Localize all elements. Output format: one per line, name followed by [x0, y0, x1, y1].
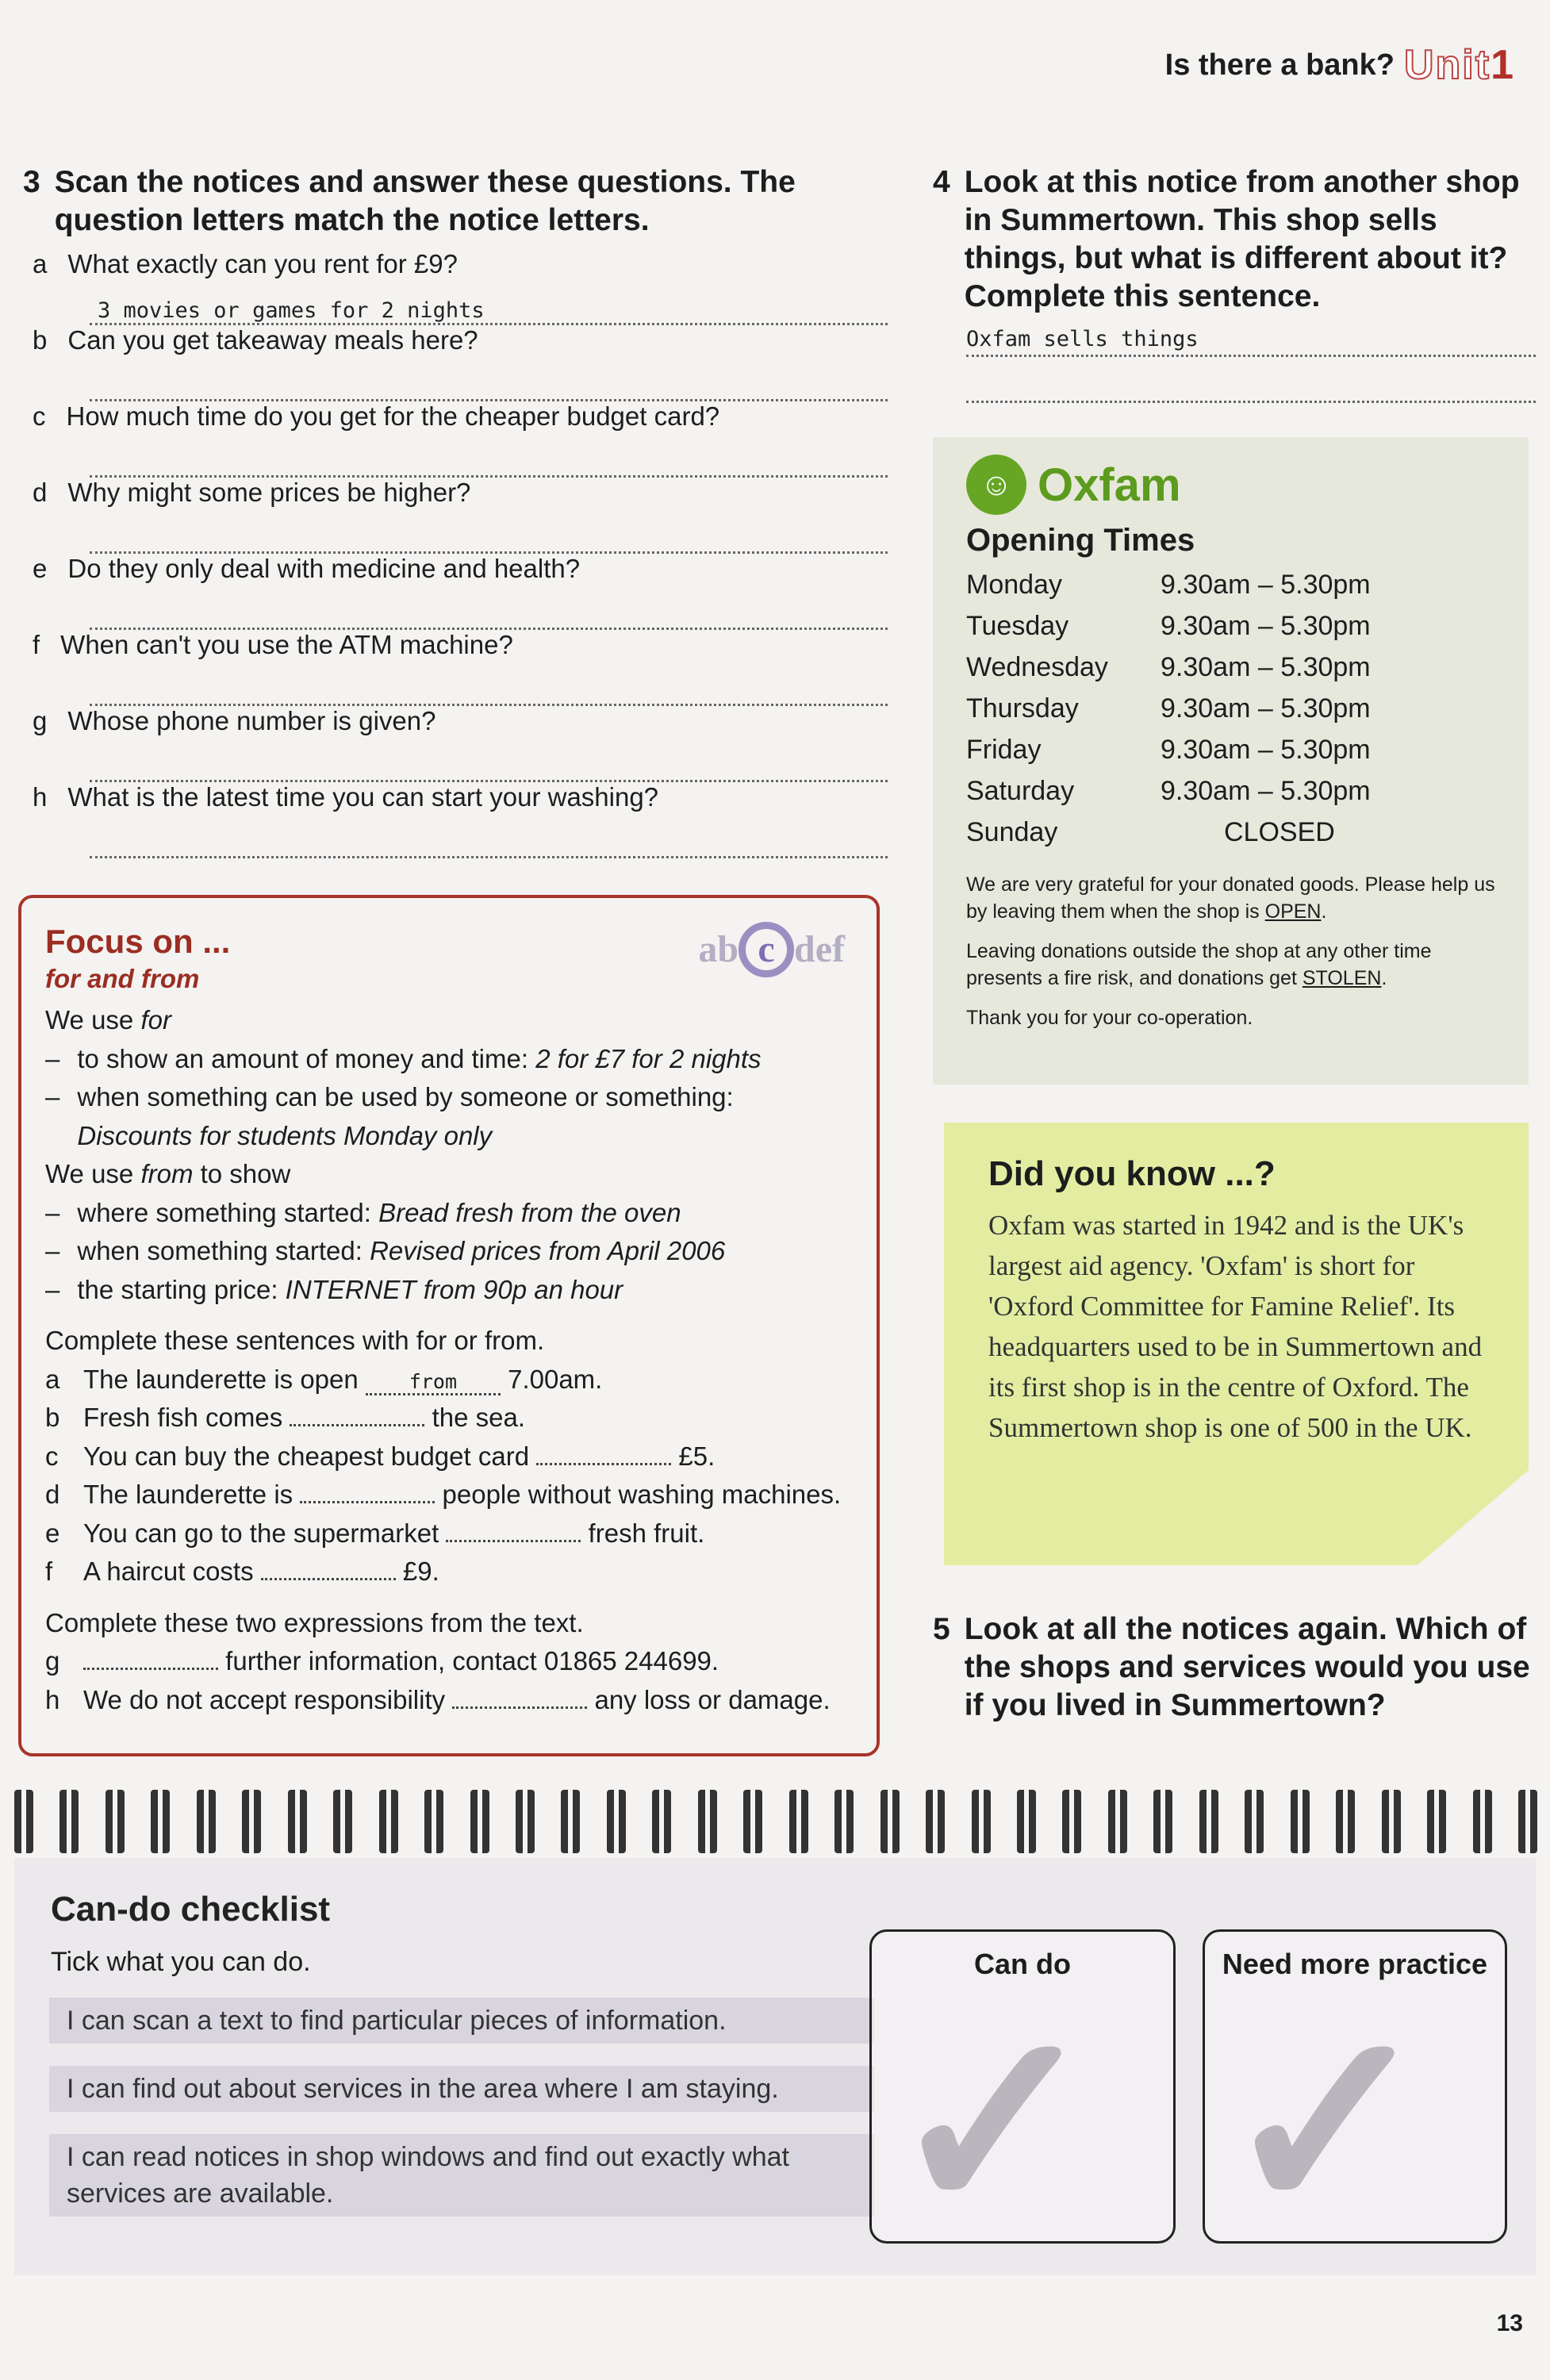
question-item [23, 630, 888, 706]
spiral-coil [607, 1790, 626, 1853]
spiral-coil [1062, 1790, 1081, 1853]
spiral-coil [151, 1790, 170, 1853]
exercise-sentence [45, 1438, 853, 1476]
hours: 9.30am – 5.30pm [1161, 735, 1371, 765]
hours: 9.30am – 5.30pm [1161, 776, 1371, 806]
spiral-binding [14, 1790, 1537, 1858]
need-more-practice-column[interactable]: Need more practice ✓ [1203, 1929, 1507, 2244]
exercise-sentence [45, 1399, 853, 1438]
answer-field[interactable]: 3 movies or games for 2 nights [90, 298, 888, 325]
rule-text [77, 1040, 761, 1079]
opening-time-row [966, 735, 1495, 776]
answer-field[interactable] [90, 374, 888, 401]
sentence-start: Fresh fish comes [83, 1403, 290, 1432]
sentence-letter: f [45, 1557, 53, 1586]
sentence-letter: b [45, 1403, 60, 1432]
exercise-5 [933, 1610, 1536, 1725]
question-prompt: How much time do you get for the cheaper budget card? [66, 401, 720, 431]
sentence-start: A haircut costs [83, 1557, 261, 1586]
spiral-coil [242, 1790, 261, 1853]
spiral-coil [1473, 1790, 1492, 1853]
opening-time-row [966, 652, 1495, 693]
hours: 9.30am – 5.30pm [1161, 652, 1371, 682]
question-text [33, 249, 888, 279]
hours: 9.30am – 5.30pm [1161, 611, 1371, 641]
rule-example: Bread fresh from the oven [378, 1197, 681, 1227]
sentence-letter: e [45, 1518, 60, 1548]
blank-field[interactable] [300, 1480, 435, 1503]
exercise-sentence [45, 1514, 853, 1553]
question-letter: f [33, 630, 40, 659]
page-header [1165, 41, 1515, 89]
question-text [33, 325, 888, 355]
opening-time-row [966, 817, 1495, 858]
can-do-checklist [14, 1858, 1536, 2275]
exercise-3 [23, 163, 888, 858]
opening-time-row [966, 776, 1495, 817]
dash-bullet: – [45, 1082, 60, 1111]
question-text [33, 782, 888, 812]
question-prompt: Can you get takeaway meals here? [67, 325, 478, 355]
spiral-coil [288, 1790, 307, 1853]
rule-text [77, 1232, 725, 1271]
spiral-coil [834, 1790, 854, 1853]
exercise-sentence [45, 1476, 853, 1514]
sentence-end: any loss or damage. [587, 1684, 831, 1714]
spiral-coil [516, 1790, 535, 1853]
dash-bullet: – [45, 1274, 60, 1304]
spiral-coil [1382, 1790, 1401, 1853]
rule-description: when something can be used by someone or something: [77, 1082, 734, 1111]
rule-description: when something started: [77, 1236, 370, 1265]
unit-label: Unit1 [1403, 42, 1515, 88]
opening-times-heading: Opening Times [966, 523, 1195, 558]
answer-field[interactable] [90, 451, 888, 478]
exercise-4-answer-line-2[interactable] [966, 376, 1536, 403]
blank-field[interactable] [536, 1441, 671, 1465]
oxfam-note-1: We are very grateful for your donated goods. Please help us by leaving them when the shop is OPEN. [966, 873, 1495, 923]
question-prompt: Do they only deal with medicine and health? [67, 554, 581, 583]
spiral-coil [698, 1790, 717, 1853]
spiral-coil [1108, 1790, 1127, 1853]
oxfam-person-icon: ☺ [966, 455, 1026, 515]
spiral-coil [333, 1790, 352, 1853]
exercise-5-heading: 5 Look at all the notices again. Which of the shops and services would you use if you lived in Summertown? [933, 1612, 1530, 1722]
spiral-coil [561, 1790, 580, 1853]
dash-bullet: – [45, 1236, 60, 1265]
spiral-coil [652, 1790, 671, 1853]
spiral-coil [14, 1790, 33, 1853]
question-text [33, 401, 888, 432]
sentence-start: The launderette is [83, 1480, 301, 1509]
exercise-sentence [45, 1642, 853, 1681]
sentence-end: the sea. [424, 1403, 526, 1432]
sentence-end: 7.00am. [500, 1364, 603, 1394]
sentence-letter: a [45, 1364, 60, 1394]
question-item [23, 249, 888, 325]
checklist-item: I can scan a text to find particular pieces of information. [49, 1998, 874, 2044]
spiral-coil [424, 1790, 443, 1853]
rule-example: Discounts for students Monday only [77, 1120, 493, 1150]
hours: CLOSED [1224, 817, 1335, 847]
spiral-coil [59, 1790, 79, 1853]
spiral-coil [1153, 1790, 1172, 1853]
blank-field[interactable] [290, 1403, 424, 1426]
rule-example: 2 for £7 for 2 nights [535, 1043, 762, 1073]
exercise-4-heading: 4 Look at this notice from another shop in Summertown. This shop sells things, but what is different about it? Complete this sentence. [933, 165, 1520, 313]
sentence-start: You can go to the supermarket [83, 1518, 447, 1548]
question-prompt: What exactly can you rent for £9? [67, 249, 458, 278]
day: Saturday [966, 776, 1075, 806]
blank-field[interactable] [83, 1646, 218, 1670]
spiral-coil [470, 1790, 489, 1853]
sentence-end: fresh fruit. [581, 1518, 705, 1548]
exercise-4-answer-field[interactable]: Oxfam sells things [966, 327, 1536, 357]
question-letter: h [33, 782, 48, 812]
opening-time-row [966, 693, 1495, 735]
question-letter: d [33, 478, 48, 507]
spiral-coil [1017, 1790, 1036, 1853]
spiral-coil [881, 1790, 900, 1853]
day: Monday [966, 570, 1062, 600]
question-item [23, 554, 888, 630]
hours: 9.30am – 5.30pm [1161, 570, 1371, 600]
page-curl-decoration [1418, 1470, 1529, 1565]
question-prompt: Why might some prices be higher? [67, 478, 471, 507]
hours: 9.30am – 5.30pm [1161, 693, 1371, 724]
spiral-coil [743, 1790, 762, 1853]
magnifier-logo-icon: ab c def [698, 922, 845, 977]
question-letter: a [33, 249, 48, 278]
rule-description: the starting price: [77, 1274, 286, 1304]
rule-description: where something started: [77, 1197, 379, 1227]
blank-field[interactable] [261, 1557, 396, 1580]
spiral-coil [379, 1790, 398, 1853]
from-intro: We use from to show [45, 1159, 291, 1188]
sentence-letter: h [45, 1684, 60, 1714]
answer-field[interactable] [90, 527, 888, 554]
rule-point [45, 1040, 853, 1079]
blank-field[interactable] [452, 1685, 587, 1709]
sentence-end: £5. [671, 1441, 716, 1471]
checkmark-icon: ✓ [888, 1980, 1101, 2244]
spiral-coil [789, 1790, 808, 1853]
for-intro: We use for [45, 1005, 171, 1035]
exercise-3-heading: 3 Scan the notices and answer these questions. The question letters match the notice letters. [23, 165, 796, 237]
question-letter: g [33, 706, 48, 735]
rule-point [45, 1194, 853, 1233]
spiral-coil [1427, 1790, 1446, 1853]
question-item [23, 782, 888, 858]
blank-field[interactable] [446, 1518, 581, 1542]
blank-field[interactable]: from [366, 1372, 501, 1395]
answer-field[interactable] [90, 603, 888, 630]
sentence-end: further information, contact 01865 244699. [218, 1646, 719, 1676]
checkmark-icon: ✓ [1221, 1980, 1434, 2244]
question-letter: e [33, 554, 48, 583]
spiral-coil [1199, 1790, 1218, 1853]
rule-point [45, 1271, 853, 1310]
day: Thursday [966, 693, 1079, 724]
answer-field[interactable] [90, 755, 888, 782]
oxfam-logo: ☺ Oxfam [966, 455, 1495, 515]
checklist-title: Can-do checklist [51, 1890, 331, 1929]
question-text [33, 478, 888, 508]
sentence-end: £9. [395, 1557, 439, 1586]
question-item [23, 325, 888, 401]
day: Wednesday [966, 652, 1108, 682]
checklist-intro: Tick what you can do. [51, 1947, 311, 1977]
sentence-end: people without washing machines. [435, 1480, 842, 1509]
rule-point [45, 1232, 853, 1271]
sentence-start: You can buy the cheapest budget card [83, 1441, 537, 1471]
sentence-letter: d [45, 1480, 60, 1509]
answer-field[interactable] [90, 679, 888, 706]
dash-bullet: – [45, 1197, 60, 1227]
opening-time-row [966, 570, 1495, 611]
focus-subtitle: for and from [45, 964, 200, 993]
exercise-sentence [45, 1681, 853, 1720]
spiral-coil [1336, 1790, 1355, 1853]
rule-text [77, 1271, 623, 1310]
day: Friday [966, 735, 1042, 765]
rule-description: to show an amount of money and time: [77, 1043, 536, 1073]
did-you-know-note [944, 1123, 1529, 1565]
can-do-column[interactable]: Can do ✓ [869, 1929, 1176, 2244]
rule-example: INTERNET from 90p an hour [285, 1274, 623, 1304]
checklist-item: I can find out about services in the area where I am staying. [49, 2066, 874, 2112]
question-text [33, 706, 888, 736]
exercise-sentence [45, 1361, 853, 1399]
rule-text [77, 1194, 681, 1233]
question-prompt: Whose phone number is given? [67, 706, 436, 735]
page-number: 13 [1496, 2310, 1523, 2336]
question-prompt: When can't you use the ATM machine? [60, 630, 513, 659]
rule-point [45, 1078, 853, 1155]
question-letter: c [33, 401, 46, 431]
oxfam-note-2: Leaving donations outside the shop at any other time presents a fire risk, and donations get STOLEN. [966, 940, 1432, 989]
question-prompt: What is the latest time you can start your washing? [67, 782, 659, 812]
question-item [23, 706, 888, 782]
rule-example: Revised prices from April 2006 [370, 1236, 726, 1265]
exercise-4 [933, 163, 1536, 403]
question-text [33, 554, 888, 584]
oxfam-note-3: Thank you for your co-operation. [966, 1007, 1253, 1029]
sentence-start: We do not accept responsibility [83, 1684, 453, 1714]
rule-text [77, 1078, 733, 1155]
answer-field[interactable] [90, 831, 888, 858]
question-letter: b [33, 325, 48, 355]
question-item [23, 478, 888, 554]
question-item [23, 401, 888, 478]
spiral-coil [972, 1790, 991, 1853]
complete-instruction-1: Complete these sentences with for or from. [45, 1326, 545, 1355]
spiral-coil [197, 1790, 216, 1853]
spiral-coil [926, 1790, 945, 1853]
exercise-sentence [45, 1553, 853, 1591]
dash-bullet: – [45, 1043, 60, 1073]
focus-title: Focus on ... [45, 923, 231, 960]
spiral-coil [1245, 1790, 1264, 1853]
checklist-item: I can read notices in shop windows and find out exactly what services are available. [49, 2134, 874, 2217]
question-text [33, 630, 888, 660]
oxfam-notice [933, 437, 1529, 1084]
spiral-coil [1518, 1790, 1537, 1853]
focus-on-box [18, 895, 880, 1756]
sentence-letter: g [45, 1646, 60, 1676]
did-you-know-title: Did you know ...? [988, 1154, 1276, 1193]
did-you-know-body: Oxfam was started in 1942 and is the UK's largest aid agency. 'Oxfam' is short for 'Oxford Committee for Famine Relief'. Its headquarters used to be in Summertown and its first shop is in the centre of Oxford. The Summertown shop is one of 500 in the UK. [988, 1210, 1483, 1443]
complete-instruction-2: Complete these two expressions from the text. [45, 1607, 584, 1637]
sentence-start: The launderette is open [83, 1364, 366, 1394]
day: Tuesday [966, 611, 1069, 641]
header-title: Is there a bank? [1164, 48, 1395, 82]
spiral-coil [1291, 1790, 1310, 1853]
sentence-letter: c [45, 1441, 59, 1471]
opening-time-row [966, 611, 1495, 652]
spiral-coil [106, 1790, 125, 1853]
day: Sunday [966, 817, 1058, 847]
